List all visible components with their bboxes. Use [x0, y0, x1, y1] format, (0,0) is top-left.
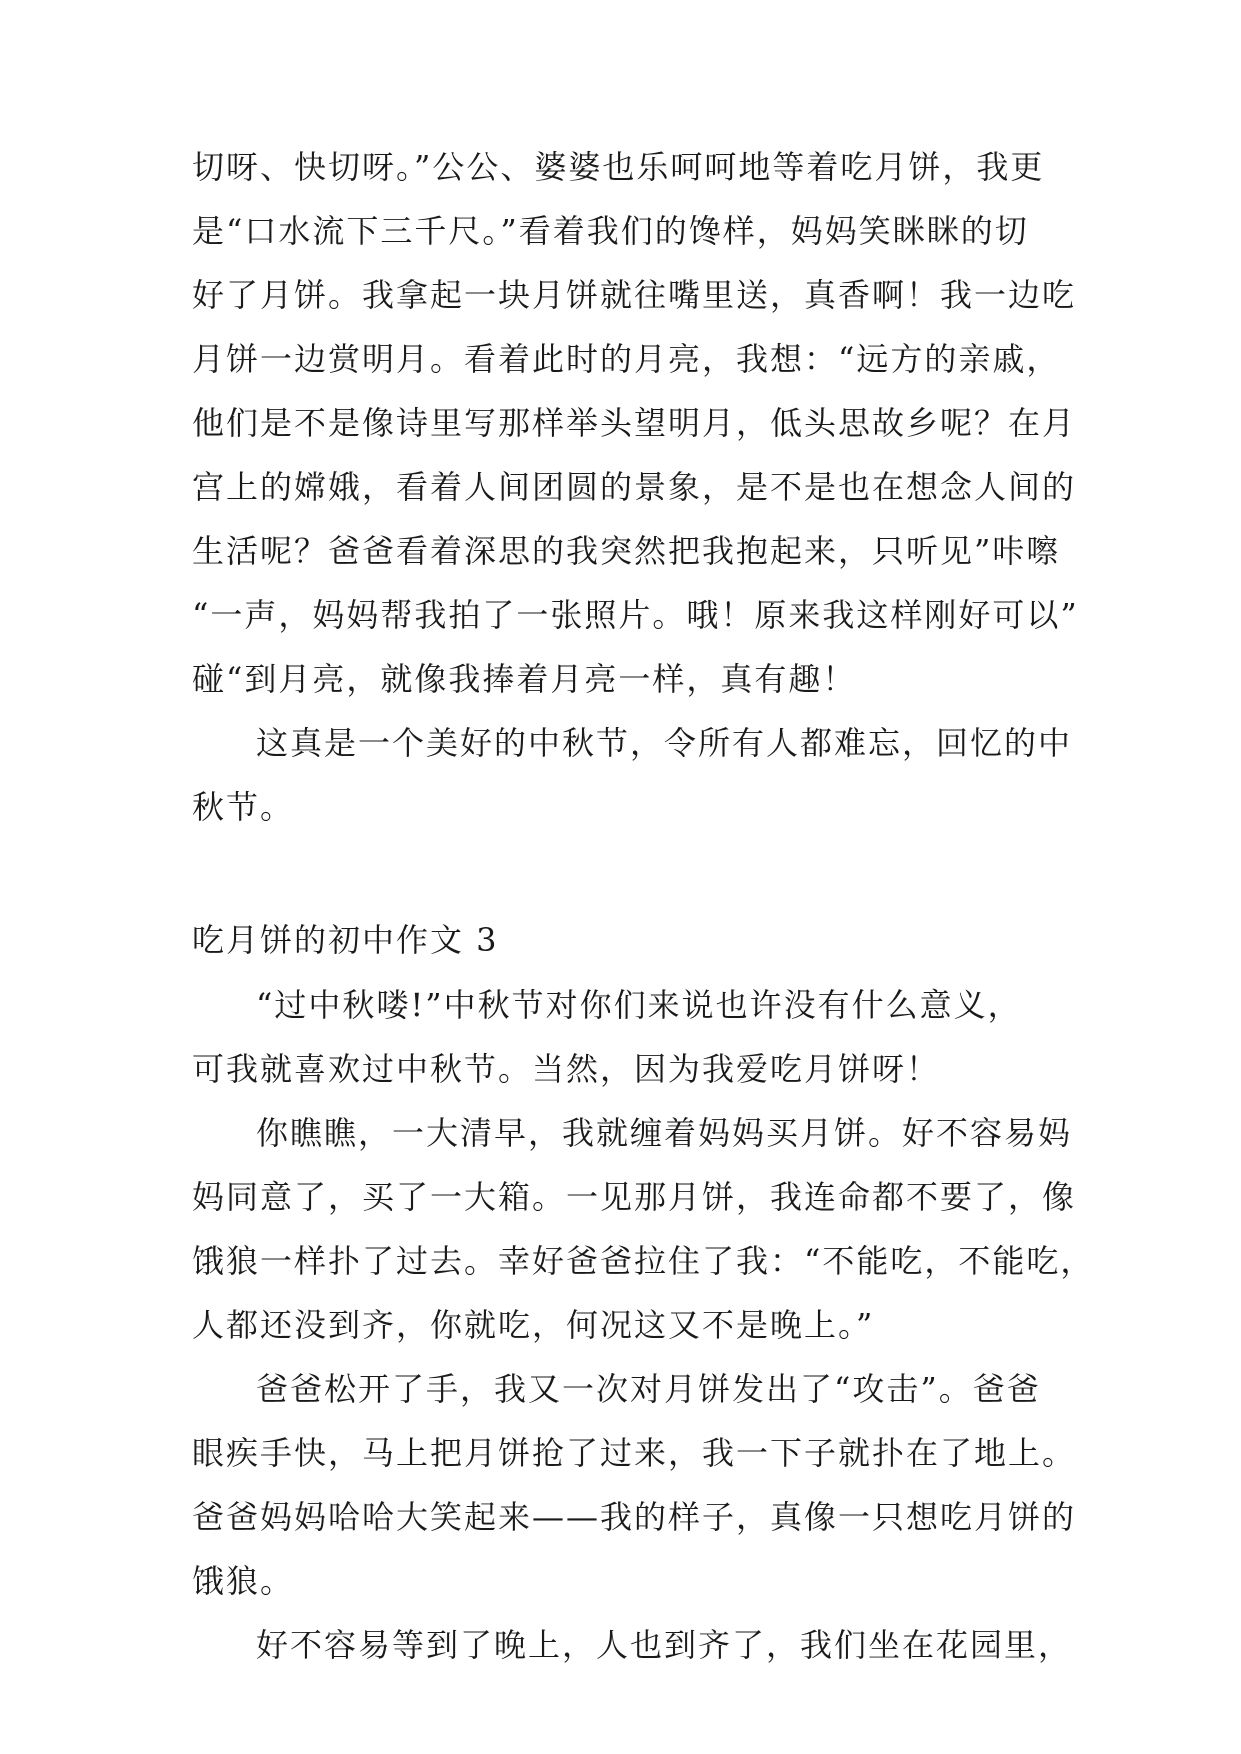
paragraph-line: “一声，妈妈帮我拍了一张照片。哦！原来我这样刚好可以”: [192, 596, 1079, 634]
paragraph-line: 切呀、快切呀。”公公、婆婆也乐呵呵地等着吃月饼，我更: [192, 148, 1045, 186]
paragraph-line: 这真是一个美好的中秋节，令所有人都难忘，回忆的中: [256, 724, 1073, 762]
section-title: 吃月饼的初中作文 3: [192, 921, 499, 959]
paragraph-line: “过中秋喽!”中秋节对你们来说也许没有什么意义，: [256, 986, 1022, 1024]
paragraph-line: 他们是不是像诗里写那样举头望明月，低头思故乡呢？在月: [192, 404, 1077, 442]
paragraph-line: 秋节。: [192, 788, 295, 826]
paragraph-line: 眼疾手快，马上把月饼抢了过来，我一下子就扑在了地上。: [192, 1434, 1077, 1472]
paragraph-line: 人都还没到齐，你就吃，何况这又不是晚上。”: [192, 1306, 875, 1344]
paragraph-line: 生活呢？爸爸看着深思的我突然把我抱起来，只听见”咔嚓: [192, 532, 1061, 570]
paragraph-line: 爸爸松开了手，我又一次对月饼发出了“攻击”。爸爸: [256, 1370, 1041, 1408]
paragraph-line: 宫上的嫦娥，看着人间团圆的景象，是不是也在想念人间的: [192, 468, 1077, 506]
paragraph-line: 可我就喜欢过中秋节。当然，因为我爱吃月饼呀！: [192, 1050, 941, 1088]
paragraph-line: 碰“到月亮，就像我捧着月亮一样，真有趣！: [192, 660, 857, 698]
paragraph-line: 好不容易等到了晚上，人也到齐了，我们坐在花园里，: [256, 1626, 1073, 1664]
paragraph-line: 月饼一边赏明月。看着此时的月亮，我想：“远方的亲戚，: [192, 340, 1061, 378]
paragraph-line: 爸爸妈妈哈哈大笑起来——我的样子，真像一只想吃月饼的: [192, 1498, 1077, 1536]
paragraph-line: 是“口水流下三千尺。”看着我们的馋样，妈妈笑眯眯的切: [192, 212, 1029, 250]
paragraph-line: 饿狼。: [192, 1562, 295, 1600]
paragraph-line: 妈同意了，买了一大箱。一见那月饼，我连命都不要了，像: [192, 1178, 1077, 1216]
paragraph-line: 你瞧瞧，一大清早，我就缠着妈妈买月饼。好不容易妈: [256, 1114, 1073, 1152]
paragraph-line: 好了月饼。我拿起一块月饼就往嘴里送，真香啊！我一边吃: [192, 276, 1077, 314]
paragraph-line: 饿狼一样扑了过去。幸好爸爸拉住了我：“不能吃，不能吃，: [192, 1242, 1095, 1280]
